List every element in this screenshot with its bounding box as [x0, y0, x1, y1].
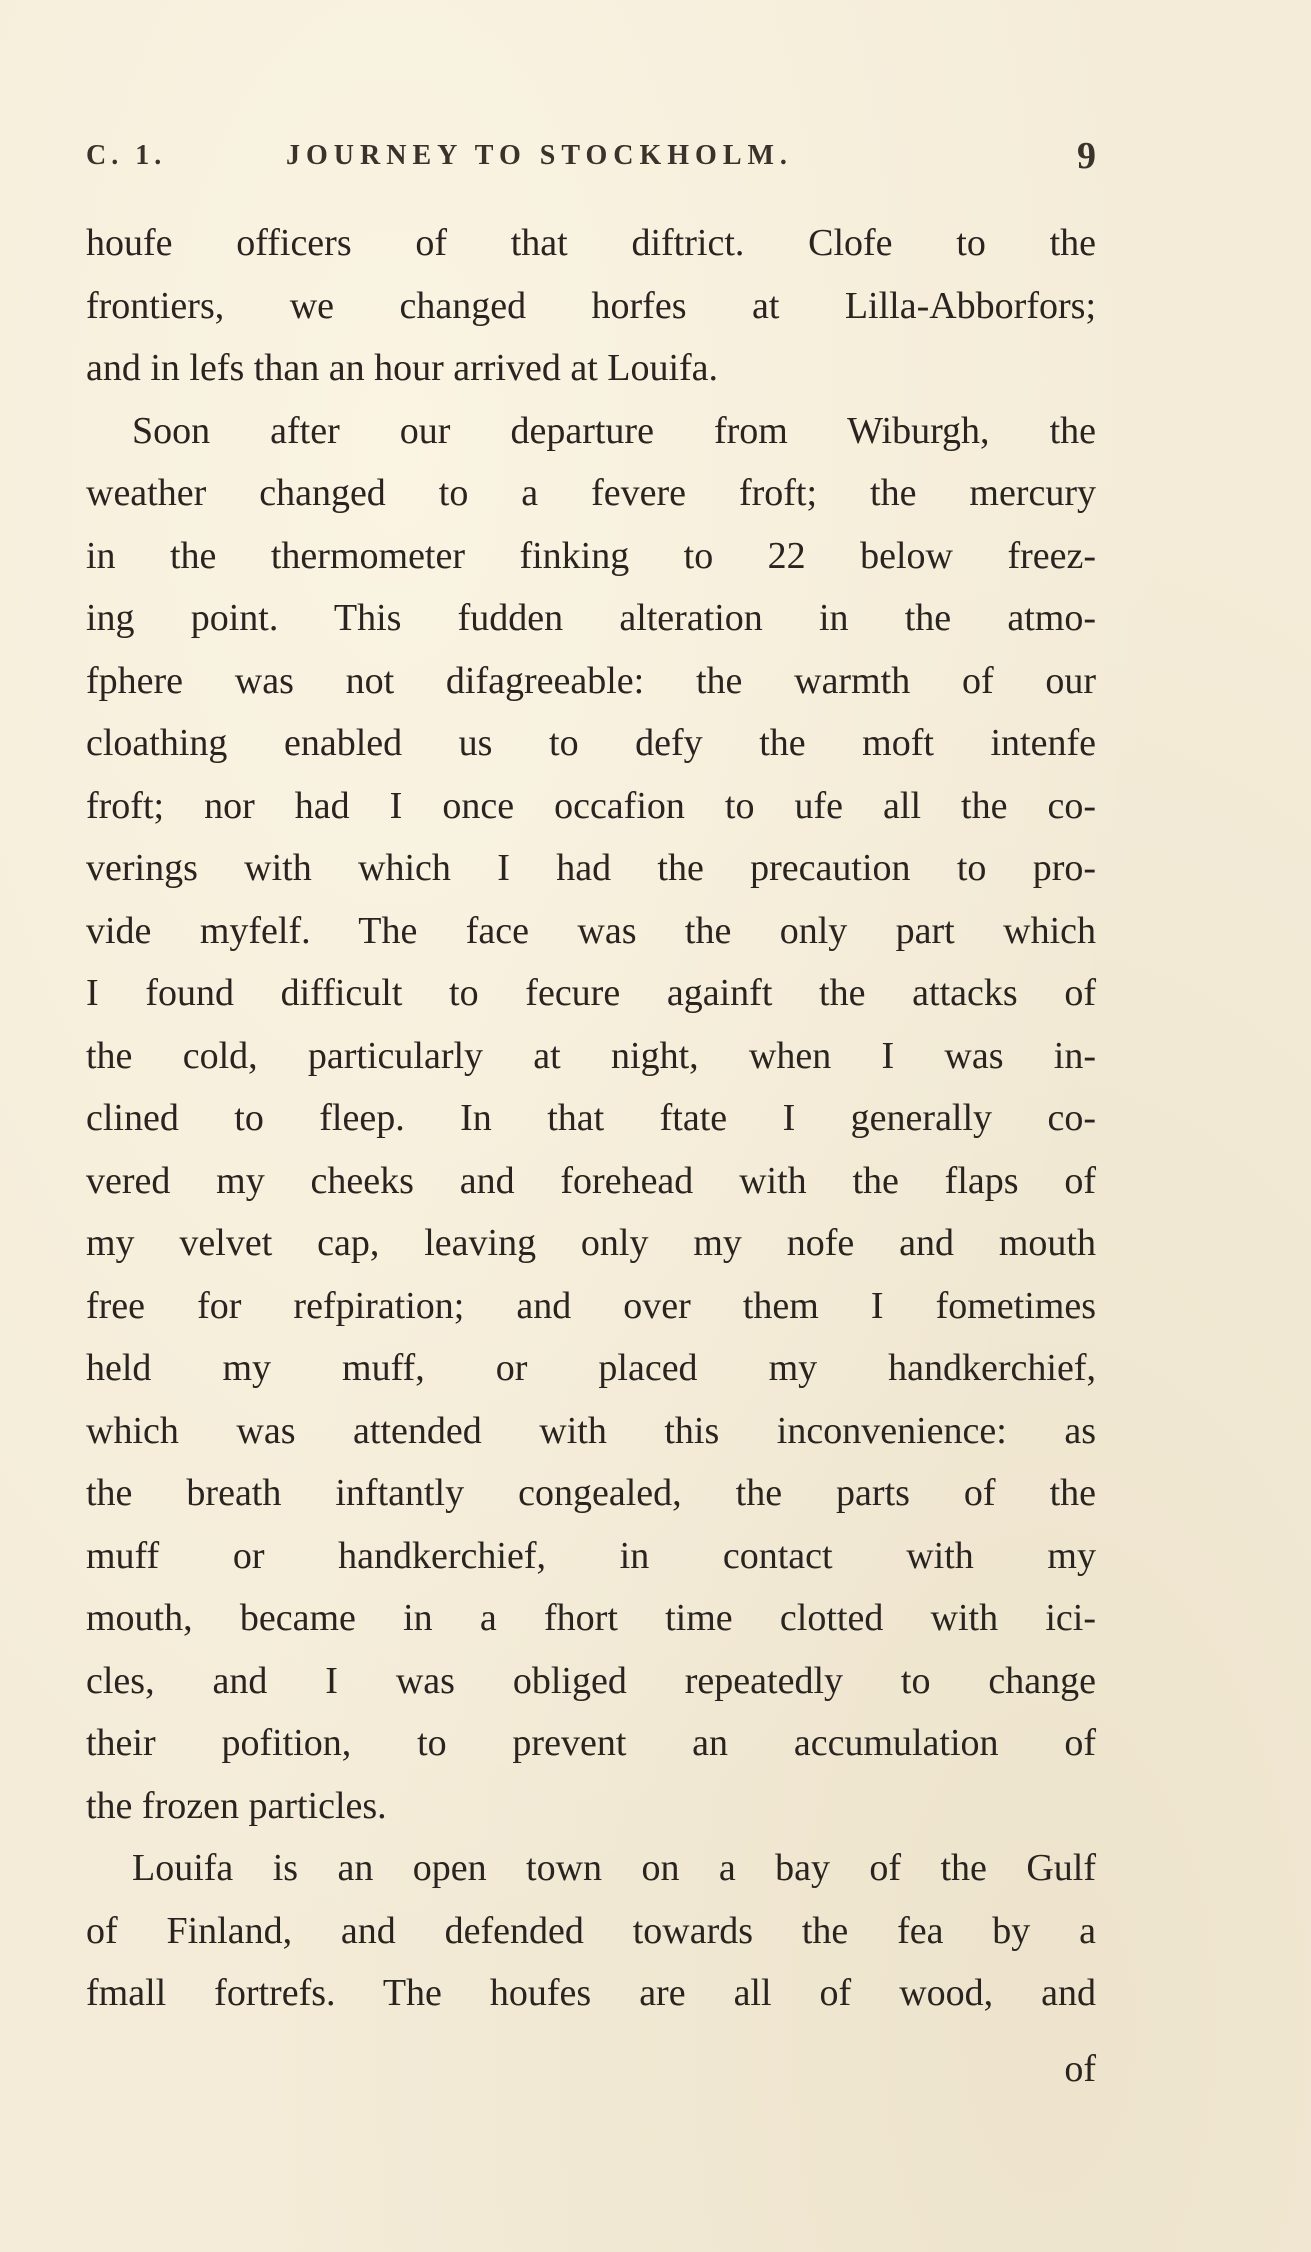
text-line: the breath inftantly congealed, the parts of the	[86, 1472, 1096, 1514]
text-line: clined to fleep. In that ftate I generally co-	[86, 1097, 1096, 1139]
text-line: fmall fortrefs. The houfes are all of wood, and	[86, 1972, 1096, 2014]
text-line: vered my cheeks and forehead with the flaps of	[86, 1159, 1096, 1202]
text-line: cloathing enabled us to defy the moft intenfe	[86, 722, 1096, 764]
text-line: held my muff, or placed my handkerchief,	[86, 1347, 1096, 1389]
text-line: free for refpiration; and over them I fometimes	[86, 1284, 1096, 1327]
text-line: verings with which I had the precaution to pro-	[86, 847, 1096, 889]
running-title: JOURNEY TO STOCKHOLM.	[286, 140, 793, 171]
text-line: vide myfelf. The face was the only part which	[86, 909, 1096, 952]
page-number: 9	[1077, 135, 1096, 177]
text-line: the frozen particles.	[86, 1784, 387, 1827]
text-line: I found difficult to fecure againft the attacks of	[86, 972, 1096, 1014]
text-line: which was attended with this inconvenience: as	[86, 1409, 1096, 1452]
text-line: mouth, became in a fhort time clotted with ici-	[86, 1597, 1096, 1639]
text-line: weather changed to a fevere froft; the mercury	[86, 472, 1096, 514]
text-line: frontiers, we changed horfes at Lilla-Abborfors;	[86, 284, 1096, 327]
text-line: the cold, particularly at night, when I was in-	[86, 1034, 1096, 1077]
text-line: cles, and I was obliged repeatedly to change	[86, 1659, 1096, 1702]
text-line: ing point. This fudden alteration in the atmo-	[86, 597, 1096, 639]
text-line: fphere was not difagreeable: the warmth of our	[86, 659, 1096, 702]
text-line: and in lefs than an hour arrived at Louifa.	[86, 347, 719, 389]
text-line: their pofition, to prevent an accumulation of	[86, 1722, 1096, 1764]
text-line: Louifa is an open town on a bay of the Gulf	[132, 1847, 1096, 1889]
chapter-signature: C. 1.	[86, 140, 167, 171]
text-line: froft; nor had I once occafion to ufe all the co-	[86, 784, 1096, 827]
text-line: of Finland, and defended towards the fea by a	[86, 1909, 1096, 1952]
text-line: muff or handkerchief, in contact with my	[86, 1534, 1096, 1577]
body-text	[86, 212, 1096, 2025]
text-line: houfe officers of that diftrict. Clofe to the	[86, 222, 1096, 264]
catchword: of	[1064, 2048, 1096, 2090]
running-head	[86, 135, 1096, 186]
text-line: my velvet cap, leaving only my nofe and mouth	[86, 1222, 1096, 1264]
text-line: in the thermometer finking to 22 below freez-	[86, 534, 1096, 577]
text-line: Soon after our departure from Wiburgh, the	[132, 409, 1096, 452]
